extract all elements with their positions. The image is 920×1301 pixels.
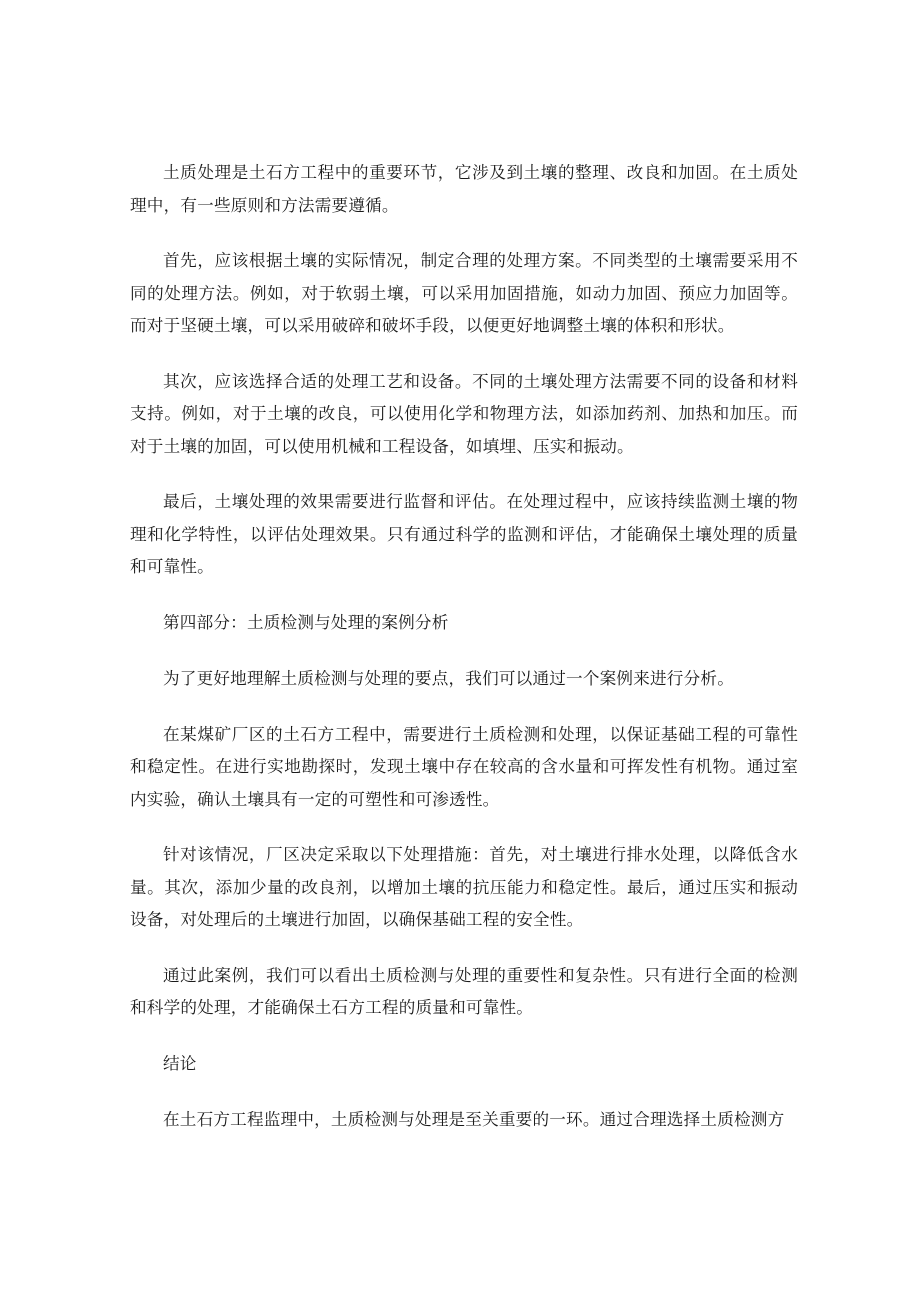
paragraph-second-principle: 其次，应该选择合适的处理工艺和设备。不同的土壤处理方法需要不同的设备和材料支持。例如，对于土壤的改良，可以使用化学和物理方法，如添加药剂、加热和加压。而对于土壤的加固，可以使用机械和工程设备，如填埋、压实和振动。 xyxy=(130,371,798,456)
paragraph-case-measures: 针对该情况，厂区决定采取以下处理措施：首先，对土壤进行排水处理，以降低含水量。其次，添加少量的改良剂，以增加土壤的抗压能力和稳定性。最后，通过压实和振动设备，对处理后的土壤进行加固，以确保基础工程的安全性。 xyxy=(130,845,798,929)
paragraph-final-principle: 最后，土壤处理的效果需要进行监督和评估。在处理过程中，应该持续监测土壤的物理和化学特性，以评估处理效果。只有通过科学的监测和评估，才能确保土壤处理的质量和可靠性。 xyxy=(130,492,798,576)
paragraph-soil-treatment-intro: 土质处理是土石方工程中的重要环节，它涉及到土壤的整理、改良和加固。在土质处理中，有一些原则和方法需要遵循。 xyxy=(130,163,798,215)
document-body xyxy=(130,157,798,1160)
paragraph-case-description: 在某煤矿厂区的土石方工程中，需要进行土质检测和处理，以保证基础工程的可靠性和稳定性。在进行实地勘探时，发现土壤中存在较高的含水量和可挥发性有机物。通过室内实验，确认土壤具有一定的可塑性和可渗透性。 xyxy=(130,724,798,809)
paragraph-case-summary: 通过此案例，我们可以看出土质检测与处理的重要性和复杂性。只有进行全面的检测和科学的处理，才能确保土石方工程的质量和可靠性。 xyxy=(130,965,798,1017)
paragraph-first-principle: 首先，应该根据土壤的实际情况，制定合理的处理方案。不同类型的土壤需要采用不同的处理方法。例如，对于软弱土壤，可以采用加固措施，如动力加固、预应力加固等。而对于坚硬土壤，可以采用破碎和破坏手段，以便更好地调整土壤的体积和形状。 xyxy=(130,251,798,335)
paragraph-case-intro: 为了更好地理解土质检测与处理的要点，我们可以通过一个案例来进行分析。 xyxy=(163,669,734,688)
paragraph-conclusion-start: 在土石方工程监理中，土质检测与处理是至关重要的一环。通过合理选择土质检测方 xyxy=(163,1110,785,1129)
section-heading-part-four: 第四部分：土质检测与处理的案例分析 xyxy=(163,612,449,632)
section-heading-conclusion: 结论 xyxy=(163,1053,197,1073)
